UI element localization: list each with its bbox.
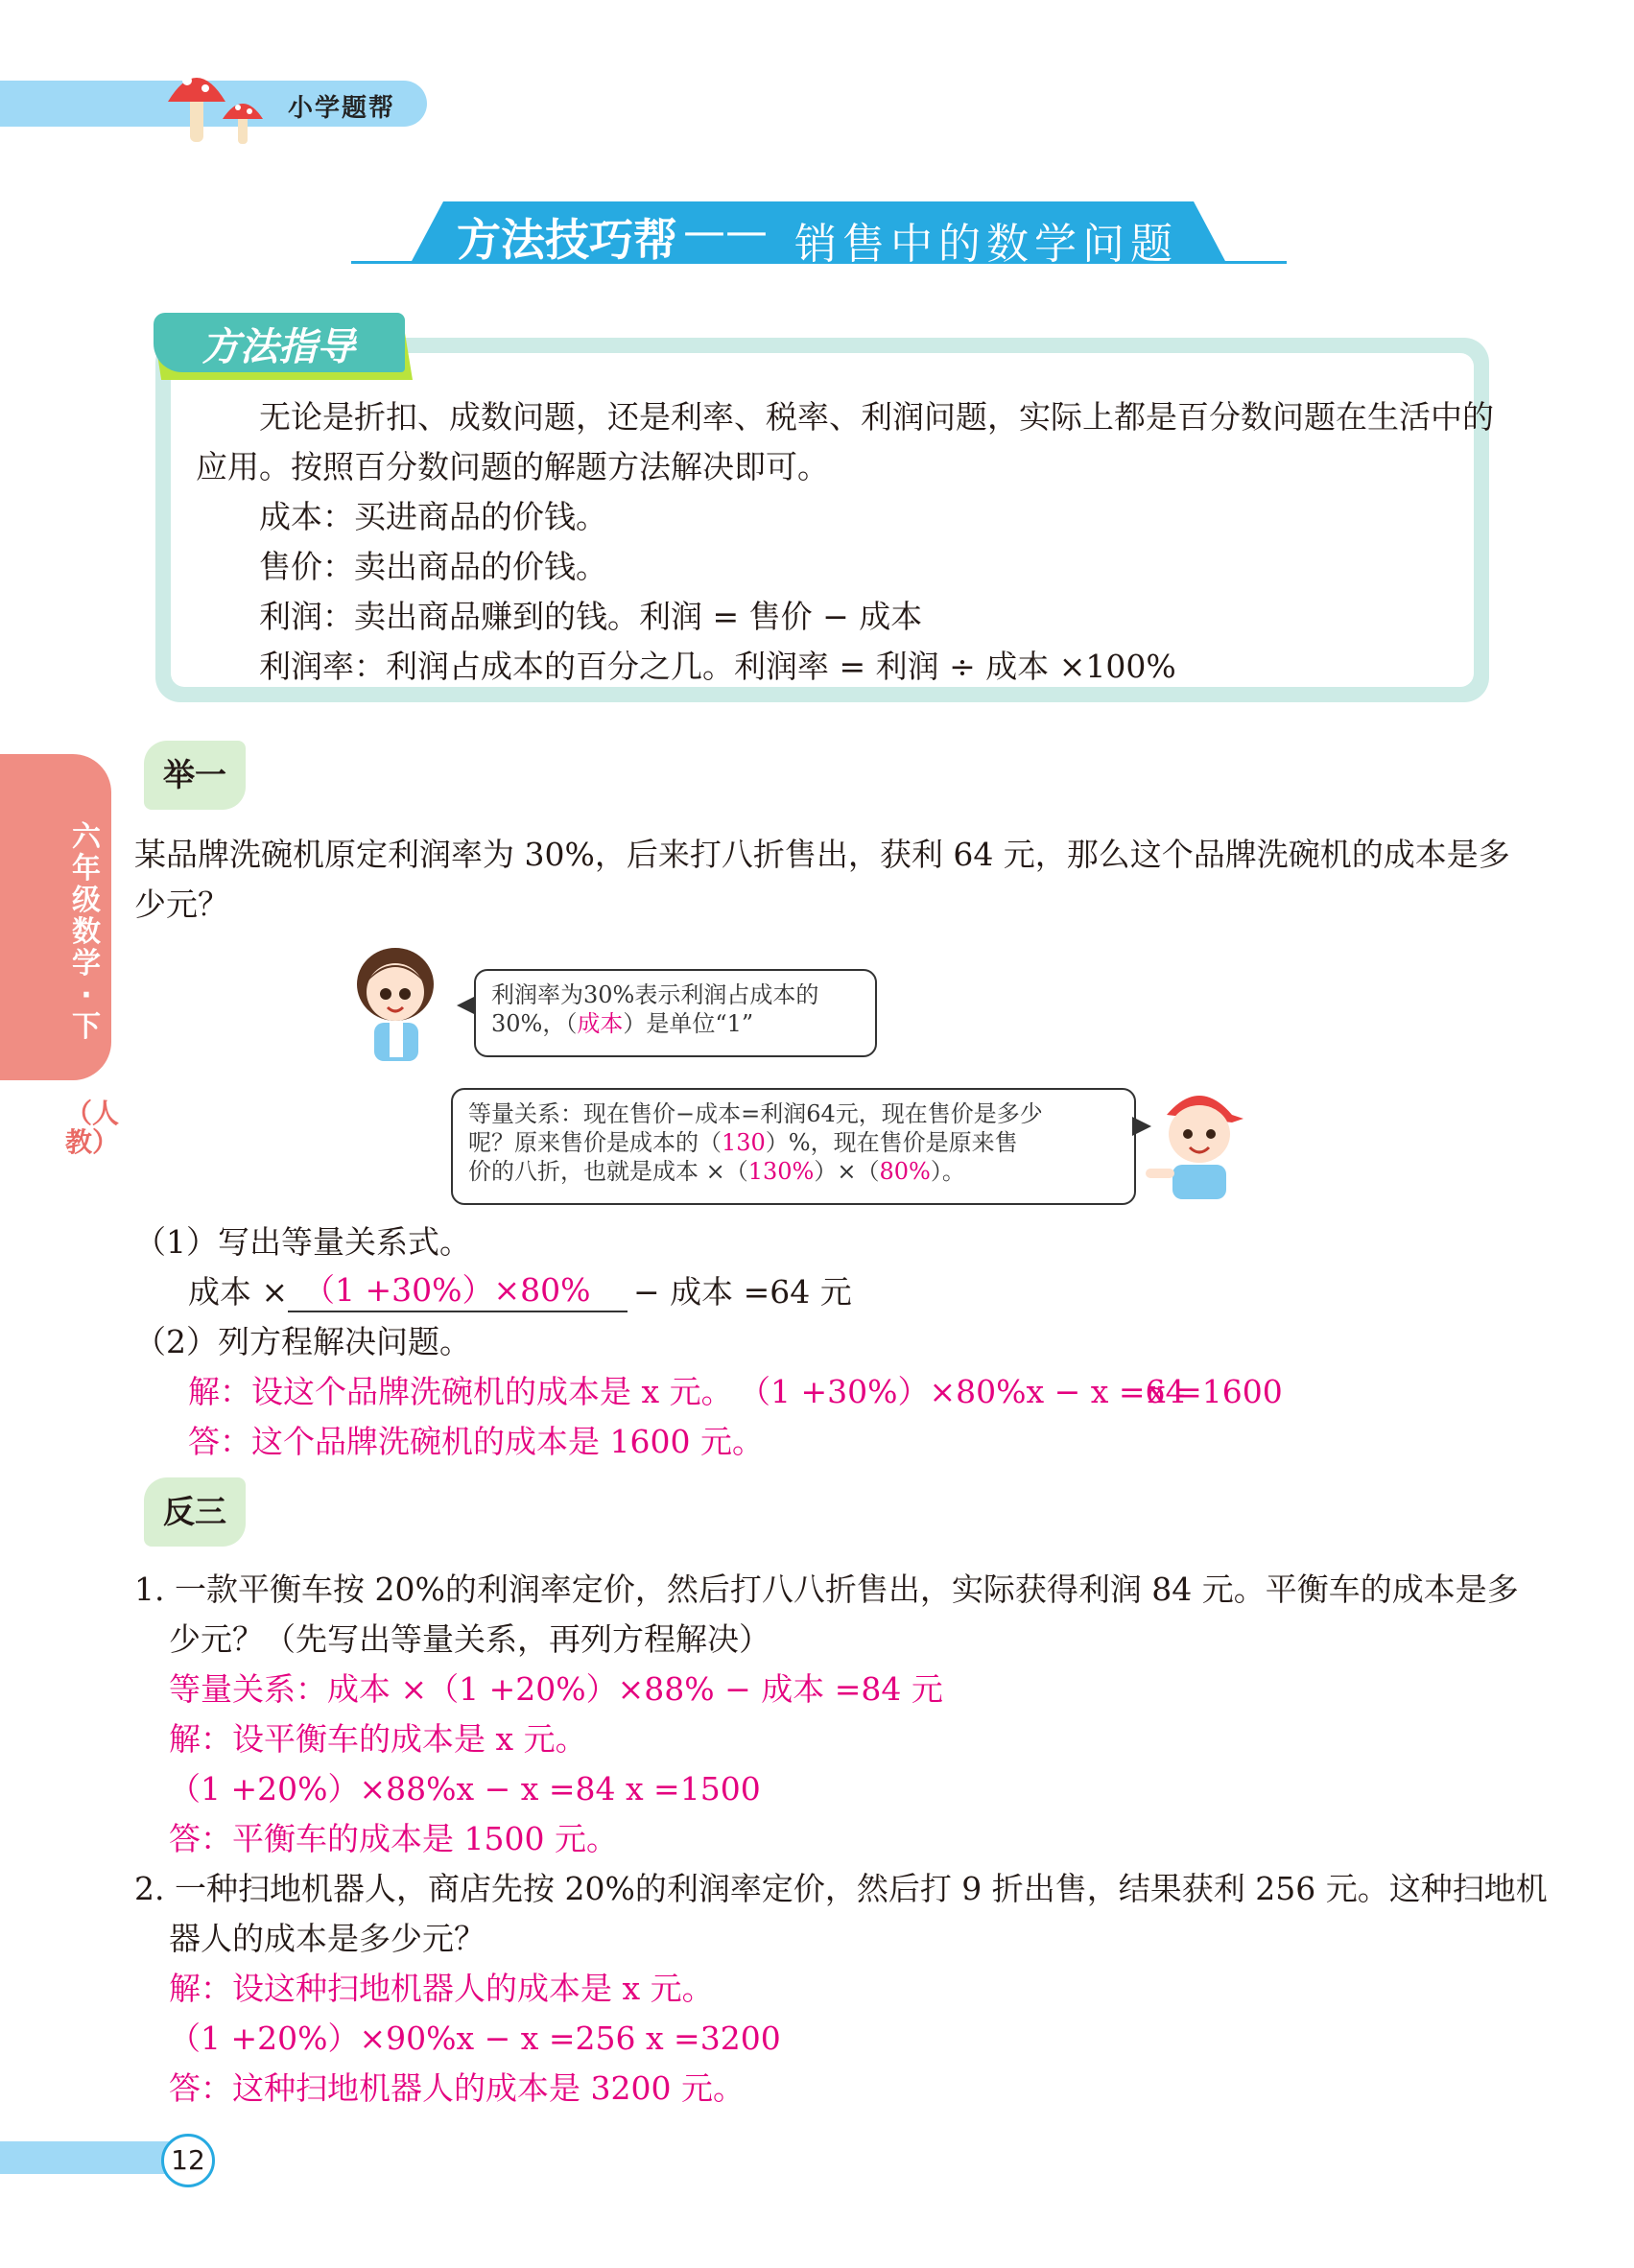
- bubble2-answer-80pct: 80%: [879, 1158, 931, 1185]
- practice1-answer: （1 +20%）×88%x − x =84 x =1500: [169, 1770, 761, 1807]
- mushroom-logo-icon: [163, 59, 278, 146]
- brand-name: 小学题帮: [288, 94, 396, 123]
- example-label: 举一: [144, 741, 246, 810]
- method-line: 无论是折扣、成数问题，还是利率、税率、利润问题，实际上都是百分数问题在生活中的: [259, 398, 1494, 436]
- bubble2-line3: [468, 1157, 965, 1186]
- bubble1-answer: 成本: [577, 1010, 624, 1037]
- equation-suffix: − 成本 =64 元: [633, 1273, 852, 1311]
- method-line: 应用。按照百分数问题的解题方法解决即可。: [196, 448, 829, 485]
- practice1-question: 少元？（先写出等量关系，再列方程解决）: [169, 1620, 770, 1658]
- practice2-answer: （1 +20%）×90%x − x =256 x =3200: [169, 2020, 781, 2057]
- method-line: 成本：买进商品的价钱。: [259, 498, 607, 535]
- bubble2-line3-mid: ）×（: [814, 1158, 880, 1185]
- example-solution: 解：设这个品牌洗碗机的成本是 x 元。: [188, 1373, 733, 1410]
- practice-label: 反三: [144, 1477, 246, 1547]
- example-question: 某品牌洗碗机原定利润率为 30%，后来打八折售出，获利 64 元，那么这个品牌洗碗机的成本是多: [134, 836, 1510, 873]
- bubble2-line3-pre: 价的八折，也就是成本 ×（: [468, 1158, 748, 1185]
- page-title-main: 方法技巧帮: [457, 214, 677, 266]
- practice1-question: 1. 一款平衡车按 20%的利润率定价，然后打八八折售出，实际获得利润 84 元。平衡车的成本是多: [134, 1571, 1519, 1608]
- example-question: 少元？: [134, 886, 229, 923]
- side-grade-label: 六年级数学·下: [72, 820, 101, 1044]
- practice2-question: 器人的成本是多少元？: [169, 1920, 485, 1957]
- bubble2-line2-pre: 呢？原来售价是成本的（: [468, 1129, 722, 1156]
- bubble-tail-girl: [457, 996, 476, 1015]
- bubble1-line1: 利润率为30%表示利润占成本的: [491, 981, 819, 1008]
- practice2-question: 2. 一种扫地机器人，商店先按 20%的利润率定价，然后打 9 折出售，结果获利 256 元。这种扫地机: [134, 1870, 1548, 1907]
- bubble2-line1: 等量关系：现在售价−成本=利润64元，现在售价是多少: [468, 1100, 1043, 1127]
- bubble2-line2-post: ）%，现在售价是原来售: [765, 1129, 1018, 1156]
- bubble2-answer-130pct: 130%: [747, 1158, 815, 1185]
- bubble2-line3-post: ）。: [930, 1158, 965, 1185]
- example-q2: （2）列方程解决问题。: [134, 1323, 471, 1360]
- side-edition-label: （人教）: [65, 1098, 120, 1158]
- bubble2-answer-130: 130: [722, 1129, 766, 1156]
- method-line: 利润：卖出商品赚到的钱。利润 = 售价 − 成本: [259, 598, 923, 635]
- method-line: 售价：卖出商品的价钱。: [259, 548, 607, 585]
- method-tab-label: 方法指导: [201, 325, 355, 369]
- example-answer: 答：这个品牌洗碗机的成本是 1600 元。: [188, 1423, 764, 1460]
- page-number: 12: [161, 2134, 215, 2187]
- equation-answer: （1 +30%）×80%: [303, 1271, 591, 1309]
- bubble1-line2-pre: 30%，（: [491, 1010, 578, 1037]
- practice2-answer: 答：这种扫地机器人的成本是 3200 元。: [169, 2069, 745, 2107]
- boy-avatar: [1140, 1076, 1259, 1201]
- bubble1-line2: [491, 1009, 753, 1038]
- girl-avatar: [345, 944, 451, 1063]
- bubble1-line2-post: ）是单位“1”: [623, 1010, 754, 1037]
- bubble2-line2: [468, 1128, 1018, 1157]
- method-line: 利润率：利润占成本的百分之几。利润率 = 利润 ÷ 成本 ×100%: [259, 648, 1176, 685]
- equation-prefix: 成本 ×: [188, 1273, 289, 1311]
- example-solution-equation: （1 +30%）×80%x − x =64: [739, 1373, 1186, 1410]
- footer-band: [0, 2141, 182, 2174]
- practice1-answer: 等量关系：成本 ×（1 +20%）×88% − 成本 =84 元: [169, 1670, 943, 1708]
- title-dash: ——: [683, 207, 768, 256]
- practice1-answer: 答：平衡车的成本是 1500 元。: [169, 1820, 618, 1857]
- practice1-answer: 解：设平衡车的成本是 x 元。: [169, 1720, 587, 1758]
- example-q1: （1）写出等量关系式。: [134, 1223, 471, 1261]
- page-title-sub: 销售中的数学问题: [794, 220, 1178, 269]
- practice2-answer: 解：设这种扫地机器人的成本是 x 元。: [169, 1970, 714, 2007]
- example-solution-x: x =1600: [1148, 1373, 1283, 1410]
